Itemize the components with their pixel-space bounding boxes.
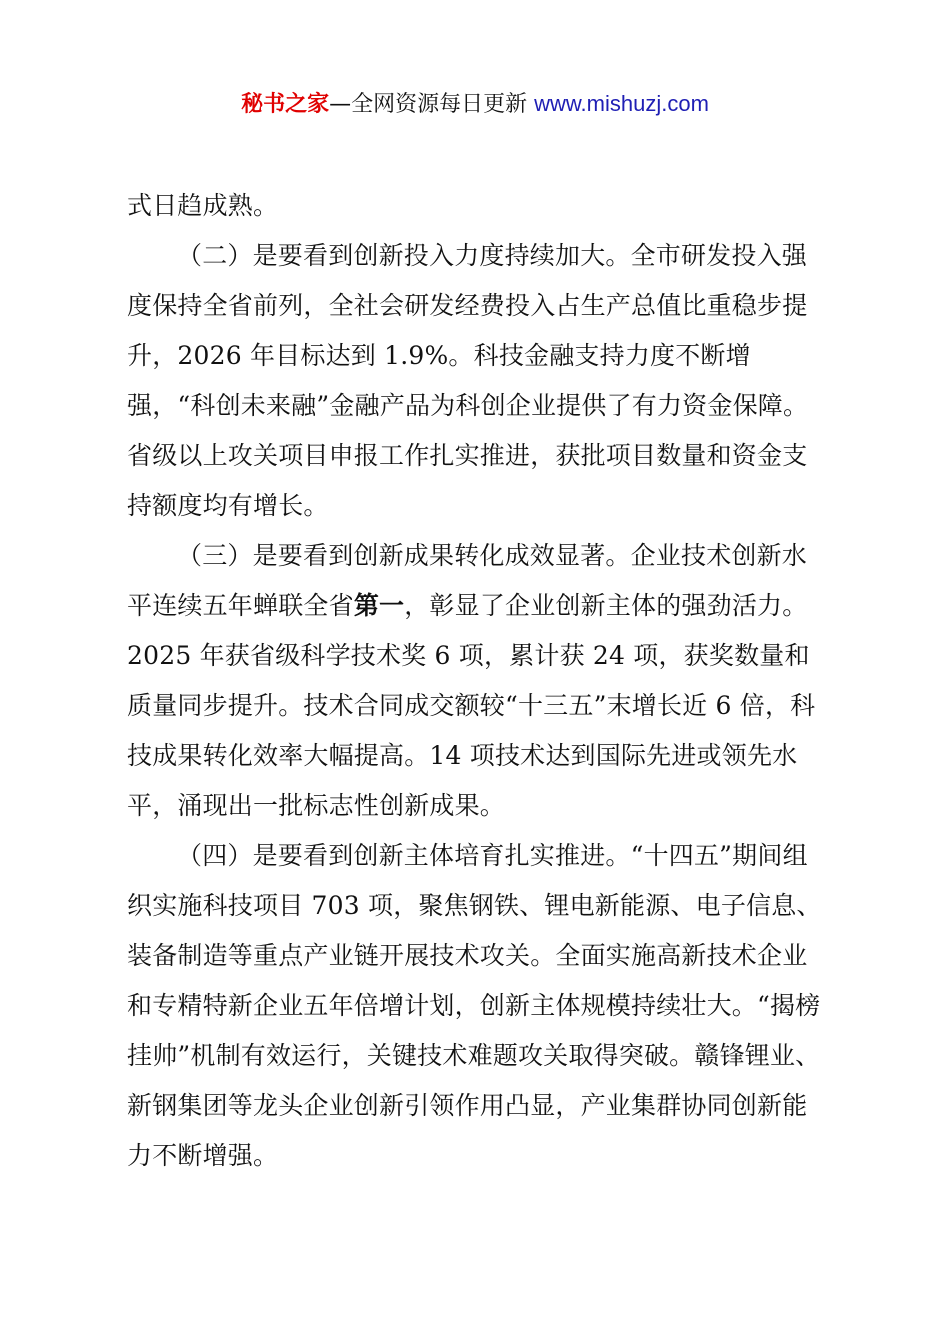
paragraph-innovation-investment: （二）是要看到创新投入力度持续加大。全市研发投入强度保持全省前列，全社会研发经费投入占生产总值比重稳步提升，2026 年目标达到 1.9%。科技金融支持力度不断增强，“科创未来融”金融产品为科创企业提供了有力资金保障。省级以上攻关项目申报工作扎实推进，获批项目数量和资金支持额度均有增长。 xyxy=(127,241,809,520)
page-header xyxy=(0,86,950,123)
header-slogan: —全网资源每日更新 xyxy=(329,92,535,117)
website-url[interactable]: www.mishuzj.com xyxy=(534,91,709,116)
document-body xyxy=(127,181,827,1181)
paragraph-innovation-entities: （四）是要看到创新主体培育扎实推进。“十四五”期间组织实施科技项目 703 项，聚焦钢铁、锂电新能源、电子信息、装备制造等重点产业链开展技术攻关。全面实施高新技术企业和专精特新企业五年倍增计划，创新主体规模持续壮大。“揭榜挂帅”机制有效运行，关键技术难题攻关取得突破。赣锋锂业、新钢集团等龙头企业创新引领作用凸显，产业集群协同创新能力不断增强。 xyxy=(127,841,822,1170)
paragraph-continuation: 式日趋成熟。 xyxy=(127,191,279,220)
paragraph-text: ，彰显了企业创新主体的强劲活力。2025 年获省级科学技术奖 6 项，累计获 24 项，获奖数量和质量同步提升。技术合同成交额较“十三五”末增长近 6 倍，科技成果转化效率大幅提高。14 项技术达到国际先进或领先水平，涌现出一批标志性创新成果。 xyxy=(127,591,816,820)
brand-name: 秘书之家 xyxy=(241,92,330,117)
emphasis-text: 第一 xyxy=(353,591,405,620)
paragraph-innovation-results xyxy=(127,531,827,831)
paragraph-text: （三）是要看到创新成果转化成效显著。企业技术创新水平连续五年蝉联全省 xyxy=(127,541,808,620)
